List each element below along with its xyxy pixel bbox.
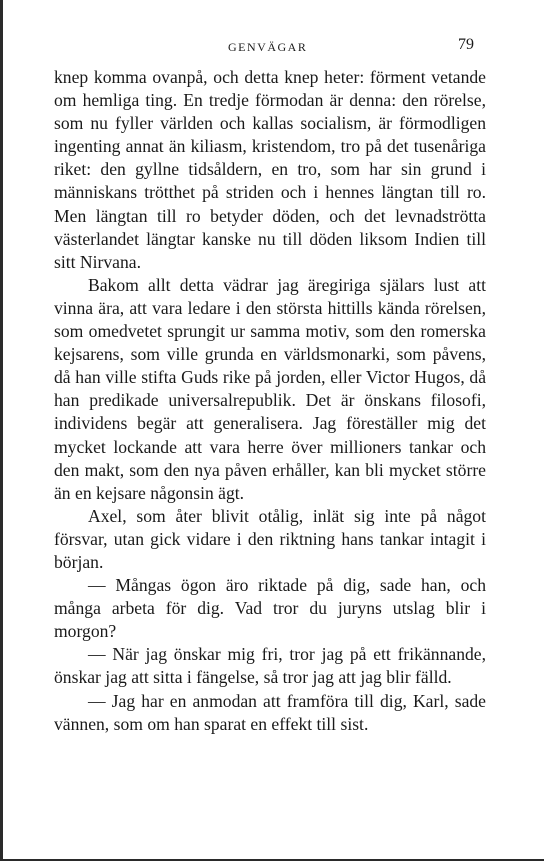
page-edge-left [0, 0, 3, 861]
paragraph: — Jag har en anmodan att framföra till dig, Karl, sade vännen, som om han sparat en effekt till sist. [54, 690, 486, 734]
page-number: 79 [458, 36, 474, 53]
paragraph: Axel, som åter blivit otålig, inlät sig inte på något försvar, utan gick vidare i den riktning hans tankar intagit i början. [54, 505, 486, 572]
body-text [54, 66, 486, 736]
paragraph: knep komma ovanpå, och detta knep heter: förment vetande om hemliga ting. En tredje förmodan är denna: den rörelse, som nu fyller världen och kallas socialism, är förmodligen ingenting annat än kiliasm, kristendom, tro på det tusenåriga riket: den gyllne tidsåldern, en tro, som har sin grund i människans trötthet på striden och i hennes längtan till ro. Men längtan till ro betyder döden, och det levnadströtta västerlandet längtar kanske nu till döden liksom Indien till sitt Nirvana. [54, 67, 486, 272]
running-title: GENVÄGAR [228, 40, 308, 54]
paragraph: — När jag önskar mig fri, tror jag på ett frikännande, önskar jag att sitta i fängelse, så tror jag att jag blir fälld. [54, 644, 486, 688]
paragraph: — Mångas ögon äro riktade på dig, sade han, och många arbeta för dig. Vad tror du juryns utslag blir i morgon? [54, 575, 486, 642]
running-header [0, 36, 544, 58]
paragraph: Bakom allt detta vädrar jag äregiriga själars lust att vinna ära, att vara ledare i den största hittills kända rörelsen, som omedvetet sprungit ur samma motiv, som den romerska kejsarens, som ville grunda en världsmonarki, som påvens, då han ville stifta Guds rike på jorden, eller Victor Hugos, då han predikade universalrepublik. Det är önskans filosofi, individens begär att generalisera. Jag föreställer mig det mycket lockande att vara herre över millioners tankar och den makt, som den nya påven erhåller, kan bli mycket större än en kejsare någonsin ägt. [54, 274, 486, 503]
